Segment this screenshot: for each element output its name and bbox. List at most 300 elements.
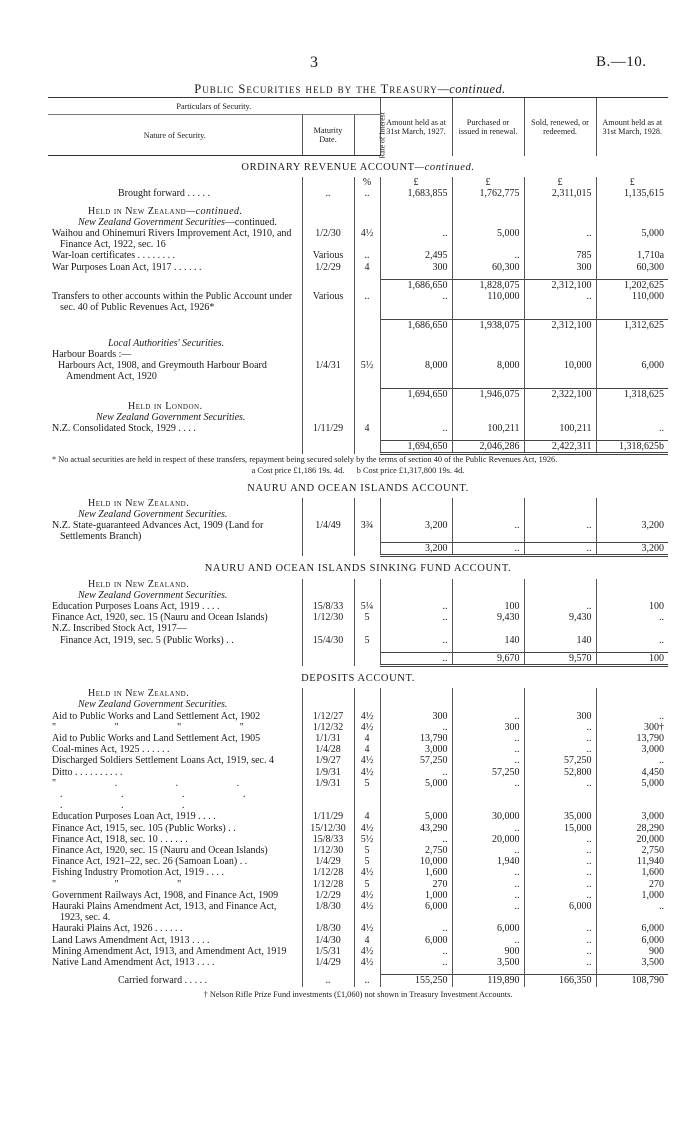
row-c3: 140 xyxy=(524,635,596,646)
row-c2: 100 xyxy=(452,601,524,612)
page-title-cont: —continued. xyxy=(437,82,506,96)
row-c4: 13,790 xyxy=(596,733,668,744)
row-c2: 1,940 xyxy=(452,856,524,867)
row-nature: Coal-mines Act, 1925 . . . . . . xyxy=(52,744,170,756)
nauru-total-c4: 3,200 xyxy=(596,543,668,556)
col-nature: Nature of Security. xyxy=(48,115,302,156)
row-maturity: 1/9/27 xyxy=(302,755,354,766)
table-row xyxy=(48,890,668,901)
col-rate-label: Rate of Interest xyxy=(377,111,387,159)
row-c4: 60,300 xyxy=(596,262,668,273)
bf-c2: 1,762,775 xyxy=(452,188,524,199)
sub1-c2: 1,828,075 xyxy=(452,279,524,291)
table-row xyxy=(48,601,668,612)
row-c3: 57,250 xyxy=(524,755,596,766)
row-c4: .. xyxy=(596,635,668,646)
row-c4: 1,710a xyxy=(596,250,668,261)
ordinary-heading-cont: —continued. xyxy=(414,162,475,173)
table-row xyxy=(48,360,668,382)
row-nature: War Purposes Loan Act, 1917 . . . . . . xyxy=(52,261,202,273)
row-maturity: 1/8/30 xyxy=(302,901,354,923)
row-nature: Discharged Soldiers Settlement Loans Act, 1919, sec. 4 xyxy=(52,755,274,767)
row-c3: .. xyxy=(524,890,596,901)
row-nature: Finance Act, 1920, sec. 15 (Nauru and Ocean Islands) xyxy=(52,612,268,624)
row-nature: Education Purposes Loan Act, 1919 . . . . xyxy=(52,811,216,823)
col-maturity: Maturity Date. xyxy=(302,115,354,156)
row-rate: 5 xyxy=(354,635,380,646)
carried-forward-label: Carried forward xyxy=(118,974,183,986)
row-c4: 6,000 xyxy=(596,935,668,946)
table-row xyxy=(48,957,668,968)
cf-c4: 108,790 xyxy=(596,975,668,987)
row-maturity: 15/12/30 xyxy=(302,823,354,834)
row-c1 xyxy=(380,623,452,634)
row-nature: N.Z. Inscribed Stock Act, 1917— xyxy=(52,623,187,635)
row-c3: 785 xyxy=(524,250,596,261)
row-c1: 1,000 xyxy=(380,890,452,901)
row-c1: .. xyxy=(380,957,452,968)
row-rate: 4 xyxy=(354,733,380,744)
row-c2: .. xyxy=(452,711,524,722)
unit-c4: £ xyxy=(596,177,668,188)
row-c2: 30,000 xyxy=(452,811,524,822)
cf-c1: 155,250 xyxy=(380,975,452,987)
row-nature: Education Purposes Loans Act, 1919 . . . . xyxy=(52,601,220,612)
row-c4: 20,000 xyxy=(596,834,668,845)
row-c3: .. xyxy=(524,879,596,890)
sub2-c2: 1,938,075 xyxy=(452,320,524,332)
brought-forward-row xyxy=(48,188,668,199)
col-held-1928: Amount held as at 31st March, 1928. xyxy=(596,98,668,156)
row-c2: 6,000 xyxy=(452,923,524,934)
row-maturity: 1/9/31 xyxy=(302,778,354,812)
deposit-rows xyxy=(48,711,668,969)
row-c1: .. xyxy=(380,612,452,623)
row-nature: Aid to Public Works and Land Settlement Act, 1905 xyxy=(52,733,261,745)
row-c1: 5,000 xyxy=(380,778,452,812)
row-nature: Native Land Amendment Act, 1913 . . . . xyxy=(52,957,215,969)
row-c2: .. xyxy=(452,744,524,755)
row-maturity: 1/12/30 xyxy=(302,612,354,623)
row-rate: 5½ xyxy=(354,834,380,845)
row-maturity: Various xyxy=(302,250,354,261)
table-row xyxy=(48,423,668,434)
row-c4: .. xyxy=(596,901,668,923)
carried-forward-dots: . . . . . xyxy=(184,974,208,986)
row-c4: 3,000 xyxy=(596,811,668,822)
sub3-c1: 1,694,650 xyxy=(380,389,452,401)
row-maturity: 1/12/32 xyxy=(302,722,354,733)
held-london-heading: Held in London. xyxy=(128,400,203,412)
row-rate: 4½ xyxy=(354,890,380,901)
row-rate: 4½ xyxy=(354,228,380,250)
row-rate: 4 xyxy=(354,262,380,273)
row-c3: .. xyxy=(524,923,596,934)
row-c2: .. xyxy=(452,755,524,766)
row-c3: .. xyxy=(524,778,596,812)
subtotal-row xyxy=(48,279,668,291)
row-c2: 3,500 xyxy=(452,957,524,968)
sinking-total-c1: .. xyxy=(380,652,452,665)
row-rate: 5 xyxy=(354,879,380,890)
row-c4: .. xyxy=(596,755,668,766)
row-c4: .. xyxy=(596,711,668,722)
table-row xyxy=(48,879,668,890)
table-row xyxy=(48,623,668,634)
row-c2: 140 xyxy=(452,635,524,646)
row-c3: .. xyxy=(524,722,596,733)
row-c4: 1,000 xyxy=(596,890,668,901)
row-c1: 1,600 xyxy=(380,867,452,878)
row-maturity: 1/8/30 xyxy=(302,923,354,934)
bf-rate: .. xyxy=(354,188,380,199)
ordinary-heading-text: ORDINARY REVENUE ACCOUNT xyxy=(241,162,415,173)
consolidated-nature: N.Z. Consolidated Stock, 1929 . . . . xyxy=(52,423,196,435)
row-c2: 9,430 xyxy=(452,612,524,623)
harbours-nature: Harbours Act, 1908, and Greymouth Harbour Board Amendment Act, 1920 xyxy=(58,360,267,383)
nauru-held-heading: Held in New Zealand. xyxy=(88,497,190,509)
sinking-total-c4: 100 xyxy=(596,652,668,665)
bf-c3: 2,311,015 xyxy=(524,188,596,199)
sub1-c4: 1,202,625 xyxy=(596,279,668,291)
row-nature: Ditto . . . . . . . . . . xyxy=(52,766,123,778)
row-c3: 300 xyxy=(524,711,596,722)
row-nature: " " " " xyxy=(52,721,272,733)
row-maturity: 1/12/30 xyxy=(302,845,354,856)
row-c4: .. xyxy=(596,612,668,623)
total-c2: 2,046,286 xyxy=(452,441,524,454)
row-rate: 4½ xyxy=(354,923,380,934)
row-nature: Finance Act, 1921–22, sec. 26 (Samoan Loan) . . xyxy=(52,856,248,868)
nauru-total-c2: .. xyxy=(452,543,524,556)
harbours-rate: 5½ xyxy=(354,360,380,382)
row-maturity: 1/4/49 xyxy=(302,520,354,542)
row-c4: 2,750 xyxy=(596,845,668,856)
row-maturity: 1/2/29 xyxy=(302,262,354,273)
transfers-rate: .. xyxy=(354,291,380,313)
row-rate: 4 xyxy=(354,935,380,946)
row-c1: 300 xyxy=(380,711,452,722)
nauru-total-c3: .. xyxy=(524,543,596,556)
table-row xyxy=(48,778,668,812)
table-row xyxy=(48,867,668,878)
section-heading-nauru: NAURU AND OCEAN ISLANDS ACCOUNT. xyxy=(247,482,469,494)
row-c1: 10,000 xyxy=(380,856,452,867)
row-c3: .. xyxy=(524,946,596,957)
row-c4: 300† xyxy=(596,722,668,733)
cost-note-a: a Cost price £1,186 19s. 4d. xyxy=(251,466,345,476)
row-c1: 3,000 xyxy=(380,744,452,755)
row-c3: .. xyxy=(524,744,596,755)
row-c2: .. xyxy=(452,901,524,923)
unit-rate: % xyxy=(354,177,380,188)
transfers-footnote: * No actual securities are held in respect of these transfers, repayment being secured solely by the terms of section 40 of the Public Revenues Act, 1926. xyxy=(52,455,558,465)
transfers-c1: .. xyxy=(380,291,452,313)
consolidated-rate: 4 xyxy=(354,423,380,434)
row-maturity: 1/12/28 xyxy=(302,867,354,878)
row-nature: Finance Act, 1918, sec. 10 . . . . . . xyxy=(52,833,188,845)
row-nature: Finance Act, 1920, sec. 15 (Nauru and Ocean Islands) xyxy=(52,845,268,857)
row-maturity: 1/12/27 xyxy=(302,711,354,722)
row-c2: .. xyxy=(452,867,524,878)
cost-notes xyxy=(48,465,668,476)
section-heading-ordinary xyxy=(48,156,668,178)
row-c1: 3,200 xyxy=(380,520,452,542)
table-row xyxy=(48,901,668,923)
harbours-c1: 8,000 xyxy=(380,360,452,382)
table-row xyxy=(48,262,668,273)
brought-forward-label: Brought forward xyxy=(118,188,185,200)
sub1-c3: 2,312,100 xyxy=(524,279,596,291)
row-rate: 4½ xyxy=(354,867,380,878)
col-particulars: Particulars of Security. xyxy=(48,98,380,115)
row-c1: .. xyxy=(380,722,452,733)
row-nature: " " " xyxy=(52,878,210,890)
row-c1: 5,000 xyxy=(380,811,452,822)
table-row xyxy=(48,711,668,722)
row-c1: .. xyxy=(380,767,452,778)
row-c2: .. xyxy=(452,845,524,856)
row-c4: 100 xyxy=(596,601,668,612)
row-rate: 4½ xyxy=(354,823,380,834)
row-nature: Finance Act, 1915, sec. 105 (Public Works) . . xyxy=(52,822,236,834)
page-title xyxy=(0,82,700,97)
row-maturity: 1/5/31 xyxy=(302,946,354,957)
row-c2: .. xyxy=(452,890,524,901)
sub3-c4: 1,318,625 xyxy=(596,389,668,401)
bf-c1: 1,683,855 xyxy=(380,188,452,199)
row-c4: 11,940 xyxy=(596,856,668,867)
row-c1: 6,000 xyxy=(380,901,452,923)
transfers-nature: Transfers to other accounts within the Public Account under sec. 40 of Public Revenues Act, 1926* xyxy=(52,291,293,314)
col-purchased: Purchased or issued in renewal. xyxy=(452,98,524,156)
row-rate: 5 xyxy=(354,856,380,867)
row-nature: Mining Amendment Act, 1913, and Amendment Act, 1919 xyxy=(52,945,287,957)
held-nz-heading xyxy=(48,206,302,217)
cf-mat: .. xyxy=(302,975,354,987)
row-nature: Government Railways Act, 1908, and Finance Act, 1909 xyxy=(52,889,279,901)
subtotal-row xyxy=(48,389,668,401)
row-c3: .. xyxy=(524,856,596,867)
row-c1: .. xyxy=(380,601,452,612)
consolidated-c4: .. xyxy=(596,423,668,434)
report-reference: B.—10. xyxy=(596,54,647,70)
row-c4: 3,000 xyxy=(596,744,668,755)
row-rate: 4 xyxy=(354,744,380,755)
bf-c4: 1,135,615 xyxy=(596,188,668,199)
row-c1: 2,750 xyxy=(380,845,452,856)
table-row xyxy=(48,845,668,856)
row-c4: 3,500 xyxy=(596,957,668,968)
carried-forward-row xyxy=(48,975,668,987)
row-c4: 5,000 xyxy=(596,778,668,812)
row-c3: 35,000 xyxy=(524,811,596,822)
harbour-boards-label: Harbour Boards :— xyxy=(52,348,132,360)
row-c3: .. xyxy=(524,867,596,878)
row-maturity: 1/4/30 xyxy=(302,935,354,946)
row-c2: .. xyxy=(452,250,524,261)
row-rate: 4 xyxy=(354,811,380,822)
row-maturity xyxy=(302,623,354,634)
sub2-c3: 2,312,100 xyxy=(524,320,596,332)
row-maturity: 1/2/30 xyxy=(302,228,354,250)
local-authorities-heading: Local Authorities' Securities. xyxy=(108,337,225,349)
total-c3: 2,422,311 xyxy=(524,441,596,454)
row-maturity: 1/4/28 xyxy=(302,744,354,755)
row-c3: .. xyxy=(524,834,596,845)
consolidated-c1: .. xyxy=(380,423,452,434)
unit-c3: £ xyxy=(524,177,596,188)
row-c2: .. xyxy=(452,823,524,834)
sub2-c4: 1,312,625 xyxy=(596,320,668,332)
row-maturity: 1/11/29 xyxy=(302,811,354,822)
transfers-c4: 110,000 xyxy=(596,291,668,313)
transfers-c3: .. xyxy=(524,291,596,313)
table-row xyxy=(48,635,668,646)
row-maturity: 1/12/28 xyxy=(302,879,354,890)
row-nature: Aid to Public Works and Land Settlement Act, 1902 xyxy=(52,710,261,722)
row-maturity: 1/4/29 xyxy=(302,957,354,968)
row-c4: 6,000 xyxy=(596,923,668,934)
row-rate: 5 xyxy=(354,778,380,812)
row-c2: 60,300 xyxy=(452,262,524,273)
sinking-govt-sec-heading: New Zealand Government Securities. xyxy=(78,589,228,601)
col-held-1927: Amount held as at 31st March, 1927. xyxy=(380,98,452,156)
table-row xyxy=(48,744,668,755)
transfers-c2: 110,000 xyxy=(452,291,524,313)
row-c1: 13,790 xyxy=(380,733,452,744)
row-c1: 2,495 xyxy=(380,250,452,261)
row-c2: .. xyxy=(452,733,524,744)
row-c2: 20,000 xyxy=(452,834,524,845)
table-row xyxy=(48,733,668,744)
table-row xyxy=(48,823,668,834)
table-row xyxy=(48,228,668,250)
units-row xyxy=(48,177,668,188)
deposits-govt-sec-heading: New Zealand Government Securities. xyxy=(78,699,228,711)
subtotal-row xyxy=(48,320,668,332)
row-rate: 5 xyxy=(354,845,380,856)
table-row xyxy=(48,935,668,946)
row-c2 xyxy=(452,623,524,634)
harbours-c4: 6,000 xyxy=(596,360,668,382)
row-c3: 52,800 xyxy=(524,767,596,778)
row-c2: 300 xyxy=(452,722,524,733)
row-c2: 900 xyxy=(452,946,524,957)
table-row xyxy=(48,946,668,957)
row-c1: 300 xyxy=(380,262,452,273)
table-row xyxy=(48,834,668,845)
row-rate: 5 xyxy=(354,612,380,623)
cf-c2: 119,890 xyxy=(452,975,524,987)
sinking-total-c2: 9,670 xyxy=(452,652,524,665)
row-c1: 6,000 xyxy=(380,935,452,946)
table-row xyxy=(48,811,668,822)
consolidated-maturity: 1/11/29 xyxy=(302,423,354,434)
row-c1: .. xyxy=(380,923,452,934)
row-c4: 900 xyxy=(596,946,668,957)
row-c4: 3,200 xyxy=(596,520,668,542)
row-nature: Fishing Industry Promotion Act, 1919 . . . . xyxy=(52,867,224,879)
row-rate: 5¼ xyxy=(354,601,380,612)
row-c2: .. xyxy=(452,879,524,890)
row-c1: 270 xyxy=(380,879,452,890)
row-maturity: 1/9/31 xyxy=(302,767,354,778)
total-c4: 1,318,625b xyxy=(596,441,668,454)
row-maturity: 1/4/29 xyxy=(302,856,354,867)
row-c2: 5,000 xyxy=(452,228,524,250)
row-nature: Waihou and Ohinemuri Rivers Improvement Act, 1910, and Finance Act, 1922, sec. 16 xyxy=(52,228,292,251)
row-nature: War-loan certificates . . . . . . . . xyxy=(52,250,176,262)
row-c1: 43,290 xyxy=(380,823,452,834)
table-row xyxy=(48,856,668,867)
row-maturity: 1/2/29 xyxy=(302,890,354,901)
cf-c3: 166,350 xyxy=(524,975,596,987)
row-nature: Hauraki Plains Amendment Act, 1913, and Finance Act, 1923, sec. 4. xyxy=(52,901,277,924)
table-row xyxy=(48,612,668,623)
table-row xyxy=(48,767,668,778)
row-c1: .. xyxy=(380,228,452,250)
sinking-total-c3: 9,570 xyxy=(524,652,596,665)
securities-table xyxy=(48,97,668,1000)
row-rate: 4½ xyxy=(354,755,380,766)
row-rate: 4½ xyxy=(354,722,380,733)
row-maturity: 15/4/30 xyxy=(302,635,354,646)
sub2-c1: 1,686,650 xyxy=(380,320,452,332)
row-c4: 270 xyxy=(596,879,668,890)
table-row xyxy=(48,722,668,733)
row-maturity: 15/8/33 xyxy=(302,834,354,845)
row-c1: .. xyxy=(380,946,452,957)
row-c3 xyxy=(524,623,596,634)
col-rate xyxy=(354,111,387,159)
row-c2: .. xyxy=(452,520,524,542)
brought-forward-dots: . . . . . xyxy=(187,188,210,200)
row-c3: .. xyxy=(524,957,596,968)
row-nature: " . . . . . . . . . . xyxy=(52,777,274,812)
sub3-c2: 1,946,075 xyxy=(452,389,524,401)
bf-mat: .. xyxy=(302,188,354,199)
row-c1: .. xyxy=(380,834,452,845)
row-c3: .. xyxy=(524,733,596,744)
row-rate: 4½ xyxy=(354,957,380,968)
row-c3: .. xyxy=(524,845,596,856)
table-row xyxy=(48,755,668,766)
nauru-total-c1: 3,200 xyxy=(380,543,452,556)
sub1-c1: 1,686,650 xyxy=(380,279,452,291)
row-c3: .. xyxy=(524,935,596,946)
harbours-c2: 8,000 xyxy=(452,360,524,382)
row-c2: .. xyxy=(452,935,524,946)
cf-rate: .. xyxy=(354,975,380,987)
col-sold: Sold, renewed, or redeemed. xyxy=(524,98,596,156)
held-nz-text: Held in New Zealand xyxy=(88,205,187,217)
cost-note-b: b Cost price £1,317,800 19s. 4d. xyxy=(356,466,465,476)
transfers-maturity: Various xyxy=(302,291,354,313)
row-c4 xyxy=(596,623,668,634)
total-row xyxy=(48,441,668,454)
deposits-held-heading: Held in New Zealand. xyxy=(88,688,190,700)
total-row xyxy=(48,543,668,556)
total-row xyxy=(48,652,668,665)
section-heading-deposits: DEPOSITS ACCOUNT. xyxy=(301,673,415,685)
section-heading-sinking: NAURU AND OCEAN ISLANDS SINKING FUND ACCOUNT. xyxy=(204,563,512,575)
table-row xyxy=(48,291,668,313)
row-c3: .. xyxy=(524,228,596,250)
row-rate: 4½ xyxy=(354,711,380,722)
row-c3: 9,430 xyxy=(524,612,596,623)
sub3-c3: 2,322,100 xyxy=(524,389,596,401)
